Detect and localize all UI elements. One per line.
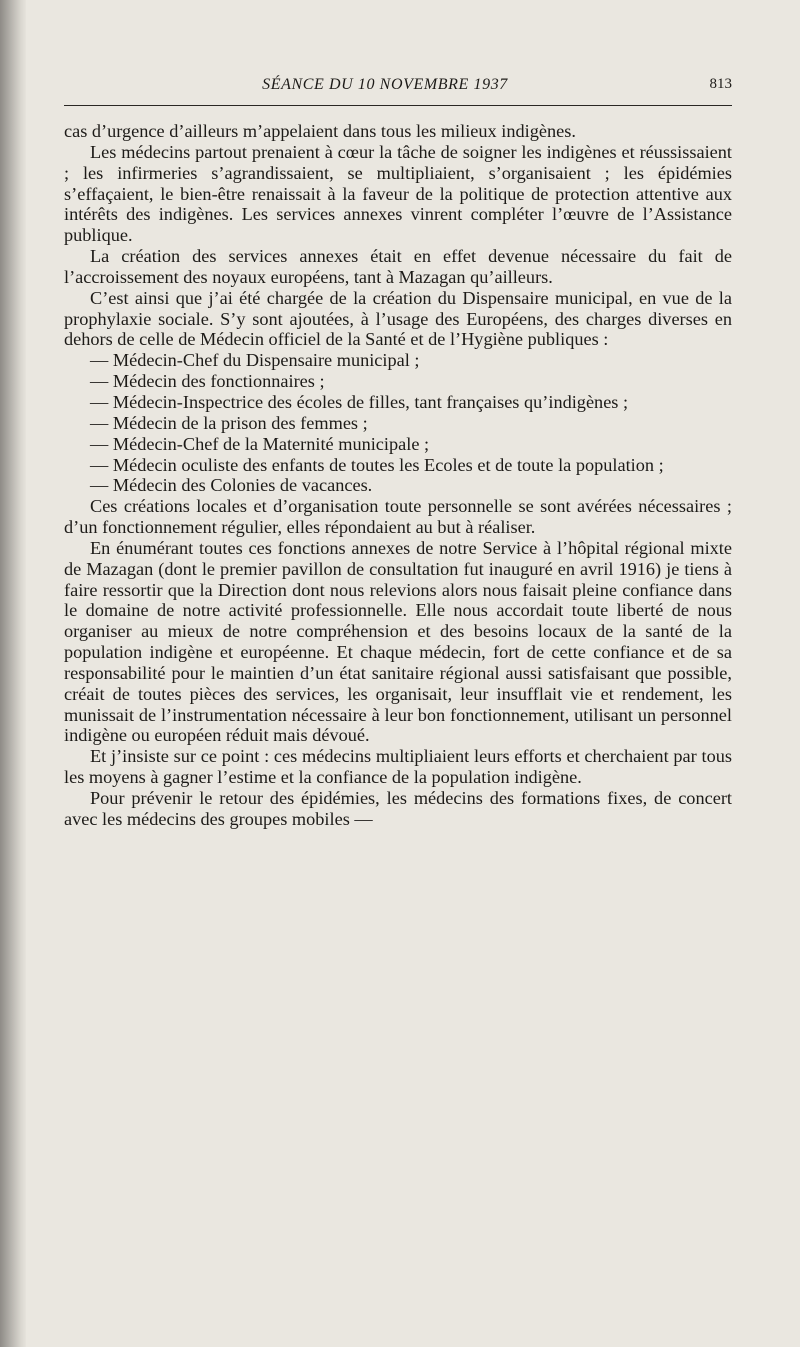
paragraph: Et j’insiste sur ce point : ces médecins multipliaient leurs efforts et cherchaient par tous les moyens à gagner l’estime et la confiance de la population indigène. [64, 746, 732, 788]
paragraph: C’est ainsi que j’ai été chargée de la création du Dispensaire municipal, en vue de la prophylaxie sociale. S’y sont ajoutées, à l’usage des Européens, des charges diverses en dehors de celle de Médecin officiel de la Santé et de l’Hygiène publiques : [64, 287, 732, 350]
list-item: — Médecin des Colonies de vacances. [90, 475, 373, 496]
paragraph: Les médecins partout prenaient à cœur la tâche de soigner les indigènes et réussissaient ; les infirmeries s’agrandissaient, se multipliaient, s’organisaient ; les épidémies s’effaçaient, le bien-être renaissait à la faveur de la politique de protection attentive aux intérêts des indigènes. Les services annexes vinrent compléter l’œuvre de l’Assistance publique. [64, 141, 732, 246]
body-text [64, 121, 732, 830]
page-binding-shadow [0, 0, 26, 1347]
paragraph-continuation: cas d’urgence d’ailleurs m’appelaient dans tous les milieux indigènes. [64, 121, 576, 141]
running-header [64, 76, 732, 98]
paragraph: Ces créations locales et d’organisation toute personnelle se sont avérées nécessaires ; d’un fonctionnement régulier, elles répondaient au but à réaliser. [64, 496, 732, 538]
list-item: — Médecin oculiste des enfants de toutes les Ecoles et de toute la population ; [90, 454, 664, 475]
list-item: — Médecin-Chef du Dispensaire municipal ; [90, 350, 420, 371]
list-item: — Médecin-Inspectrice des écoles de filles, tant françaises qu’indigènes ; [90, 391, 629, 412]
list-item: — Médecin-Chef de la Maternité municipale ; [90, 433, 430, 454]
paragraph: Pour prévenir le retour des épidémies, les médecins des formations fixes, de concert avec les médecins des groupes mobiles — [64, 788, 732, 829]
list-item: — Médecin de la prison des femmes ; [90, 412, 368, 433]
running-title: SÉANCE DU 10 NOVEMBRE 1937 [262, 76, 508, 93]
page-number: 813 [709, 76, 732, 92]
header-rule [64, 105, 732, 106]
list-item: — Médecin des fonctionnaires ; [90, 371, 325, 392]
paragraph: La création des services annexes était en effet devenue nécessaire du fait de l’accroissement des noyaux européens, tant à Mazagan qu’ailleurs. [64, 246, 732, 287]
paragraph: En énumérant toutes ces fonctions annexes de notre Service à l’hôpital régional mixte de Mazagan (dont le premier pavillon de consultation fut inauguré en avril 1916) je tiens à faire ressortir que la Direction dont nous relevions alors nous faisait pleine confiance dans le domaine de notre activité professionnelle. Elle nous accordait toute liberté de nous organiser au mieux de notre compréhension et des besoins locaux de la santé de la population indigène et européenne. Et chaque médecin, fort de cette confiance et de sa responsabilité pour le maintien d’un état sanitaire régional aussi satisfaisant que possible, créait de toutes pièces des services, les organisait, leur insufflait vie et rendement, les munissait de l’instrumentation nécessaire à leur bon fonctionnement, utilisant un personnel indigène ou européen réduit mais dévoué. [64, 537, 732, 746]
